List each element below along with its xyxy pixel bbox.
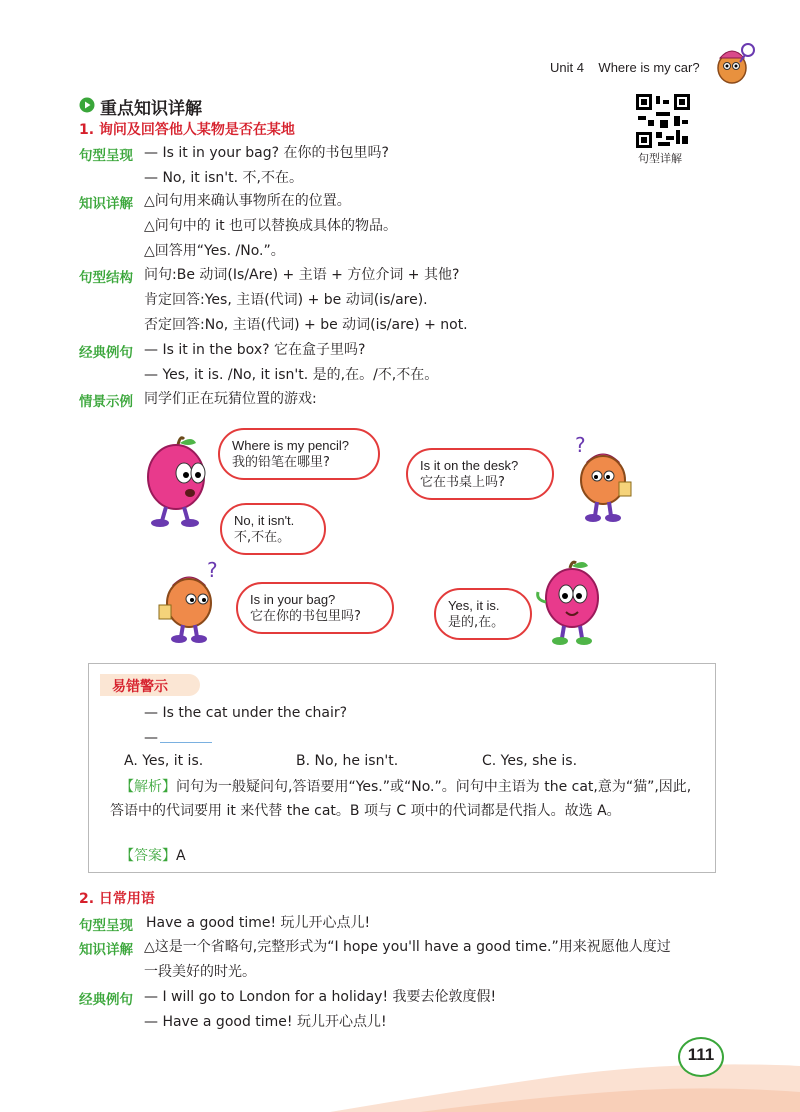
topic2-pattern-tag: 句型呈现 [79, 918, 133, 934]
orange-character-1 [565, 432, 645, 524]
option-b: B. No, he isn't. [296, 753, 399, 769]
bubble-text-en: No, it isn't. [234, 513, 295, 528]
bubble-text-zh: 是的,在。 [448, 615, 505, 630]
bubble-text-en: Is in your bag? [250, 592, 336, 607]
pink-apple-character-1 [140, 435, 220, 530]
topic1-title: 1. 询问及回答他人某物是否在某地 [79, 122, 295, 138]
topic1-pattern-tag: 句型呈现 [79, 148, 133, 164]
warning-answer [120, 845, 186, 867]
speech-bubble-yes [434, 588, 532, 640]
bubble-text-en: Yes, it is. [448, 598, 500, 613]
qr-caption: 句型详解 [638, 152, 682, 165]
footer-wave-decoration [0, 1030, 800, 1112]
analysis-tag: 【解析】 [120, 779, 176, 795]
running-header [550, 60, 700, 75]
topic1-knowledge-line-2: △问句中的 it 也可以替换成具体的物品。 [144, 218, 398, 234]
topic2-example-tag: 经典例句 [79, 992, 133, 1008]
topic2-example-line-1: — I will go to London for a holiday! 我要去伦敦度假! [144, 989, 497, 1005]
speech-bubble-no [220, 503, 326, 555]
topic1-structure-line-3: 否定回答:No, 主语(代词) + be 动词(is/are) + not. [144, 317, 468, 333]
play-icon [79, 97, 95, 113]
warning-answer-dash: — [144, 730, 158, 746]
option-a: A. Yes, it is. [124, 753, 204, 769]
topic1-pattern-line-2: — No, it isn't. 不,不在。 [144, 170, 303, 186]
topic2-knowledge-tag: 知识详解 [79, 942, 133, 958]
bubble-text-zh: 我的铅笔在哪里? [232, 455, 330, 470]
answer-value: A [176, 848, 186, 864]
topic1-pattern-line-1: — Is it in your bag? 在你的书包里吗? [144, 145, 389, 161]
topic1-knowledge-tag: 知识详解 [79, 196, 133, 212]
pink-apple-character-2 [528, 560, 608, 648]
topic1-structure-line-2: 肯定回答:Yes, 主语(代词) + be 动词(is/are). [144, 292, 428, 308]
topic1-example-line-1: — Is it in the box? 它在盒子里吗? [144, 342, 366, 358]
topic1-knowledge-line-3: △回答用“Yes. /No.”。 [144, 243, 285, 259]
topic2-pattern: Have a good time! 玩儿开心点儿! [146, 915, 371, 931]
topic1-structure-tag: 句型结构 [79, 270, 133, 286]
topic2-title: 2. 日常用语 [79, 891, 155, 907]
speech-bubble-in-bag [236, 582, 394, 634]
unit-title: Where is my car? [598, 60, 700, 75]
bubble-text-en: Is it on the desk? [420, 458, 519, 473]
qr-code[interactable] [636, 94, 690, 148]
mascot-icon [712, 40, 756, 86]
answer-tag: 【答案】 [120, 848, 176, 864]
unit-label: Unit 4 [550, 60, 584, 75]
answer-blank-line [160, 742, 212, 743]
topic2-knowledge-line-2: 一段美好的时光。 [144, 964, 256, 980]
bubble-text-en: Where is my pencil? [232, 438, 350, 453]
topic2-example-line-2: — Have a good time! 玩儿开心点儿! [144, 1014, 387, 1030]
topic1-structure-line-1: 问句:Be 动词(Is/Are) + 主语 + 方位介词 + 其他? [144, 267, 460, 283]
speech-bubble-where-pencil [218, 428, 380, 480]
topic1-example-line-2: — Yes, it is. /No, it isn't. 是的,在。/不,不在。 [144, 367, 439, 383]
bubble-text-zh: 它在你的书包里吗? [250, 609, 361, 624]
bubble-text-zh: 它在书桌上吗? [420, 475, 505, 490]
topic1-scene-intro: 同学们正在玩猜位置的游戏: [144, 391, 317, 407]
topic2-knowledge-line-1: △这是一个省略句,完整形式为“I hope you'll have a good time.”用来祝愿他人度过 [144, 939, 671, 955]
svg-text:?: ? [575, 433, 586, 457]
topic1-knowledge-line-1: △问句用来确认事物所在的位置。 [144, 193, 351, 209]
section-title: 重点知识详解 [100, 99, 202, 119]
topic1-scene-tag: 情景示例 [79, 394, 133, 410]
page-number: 111 [687, 1045, 715, 1064]
speech-bubble-on-desk [406, 448, 554, 500]
topic1-example-tag: 经典例句 [79, 345, 133, 361]
analysis-text: 问句为一般疑问句,答语要用“Yes.”或“No.”。问句中主语为 the cat,意为“猫”,因此,答语中的代词要用 it 来代替 the cat。B 项与 C 项中的代词都是代指人。故选 A。 [110, 779, 692, 819]
bubble-text-zh: 不,不在。 [234, 530, 291, 545]
warning-analysis [110, 775, 700, 823]
warning-title: 易错警示 [112, 679, 168, 695]
svg-text:?: ? [207, 558, 218, 582]
option-c: C. Yes, she is. [482, 753, 578, 769]
warning-question: — Is the cat under the chair? [144, 705, 348, 721]
orange-character-2 [155, 555, 235, 645]
